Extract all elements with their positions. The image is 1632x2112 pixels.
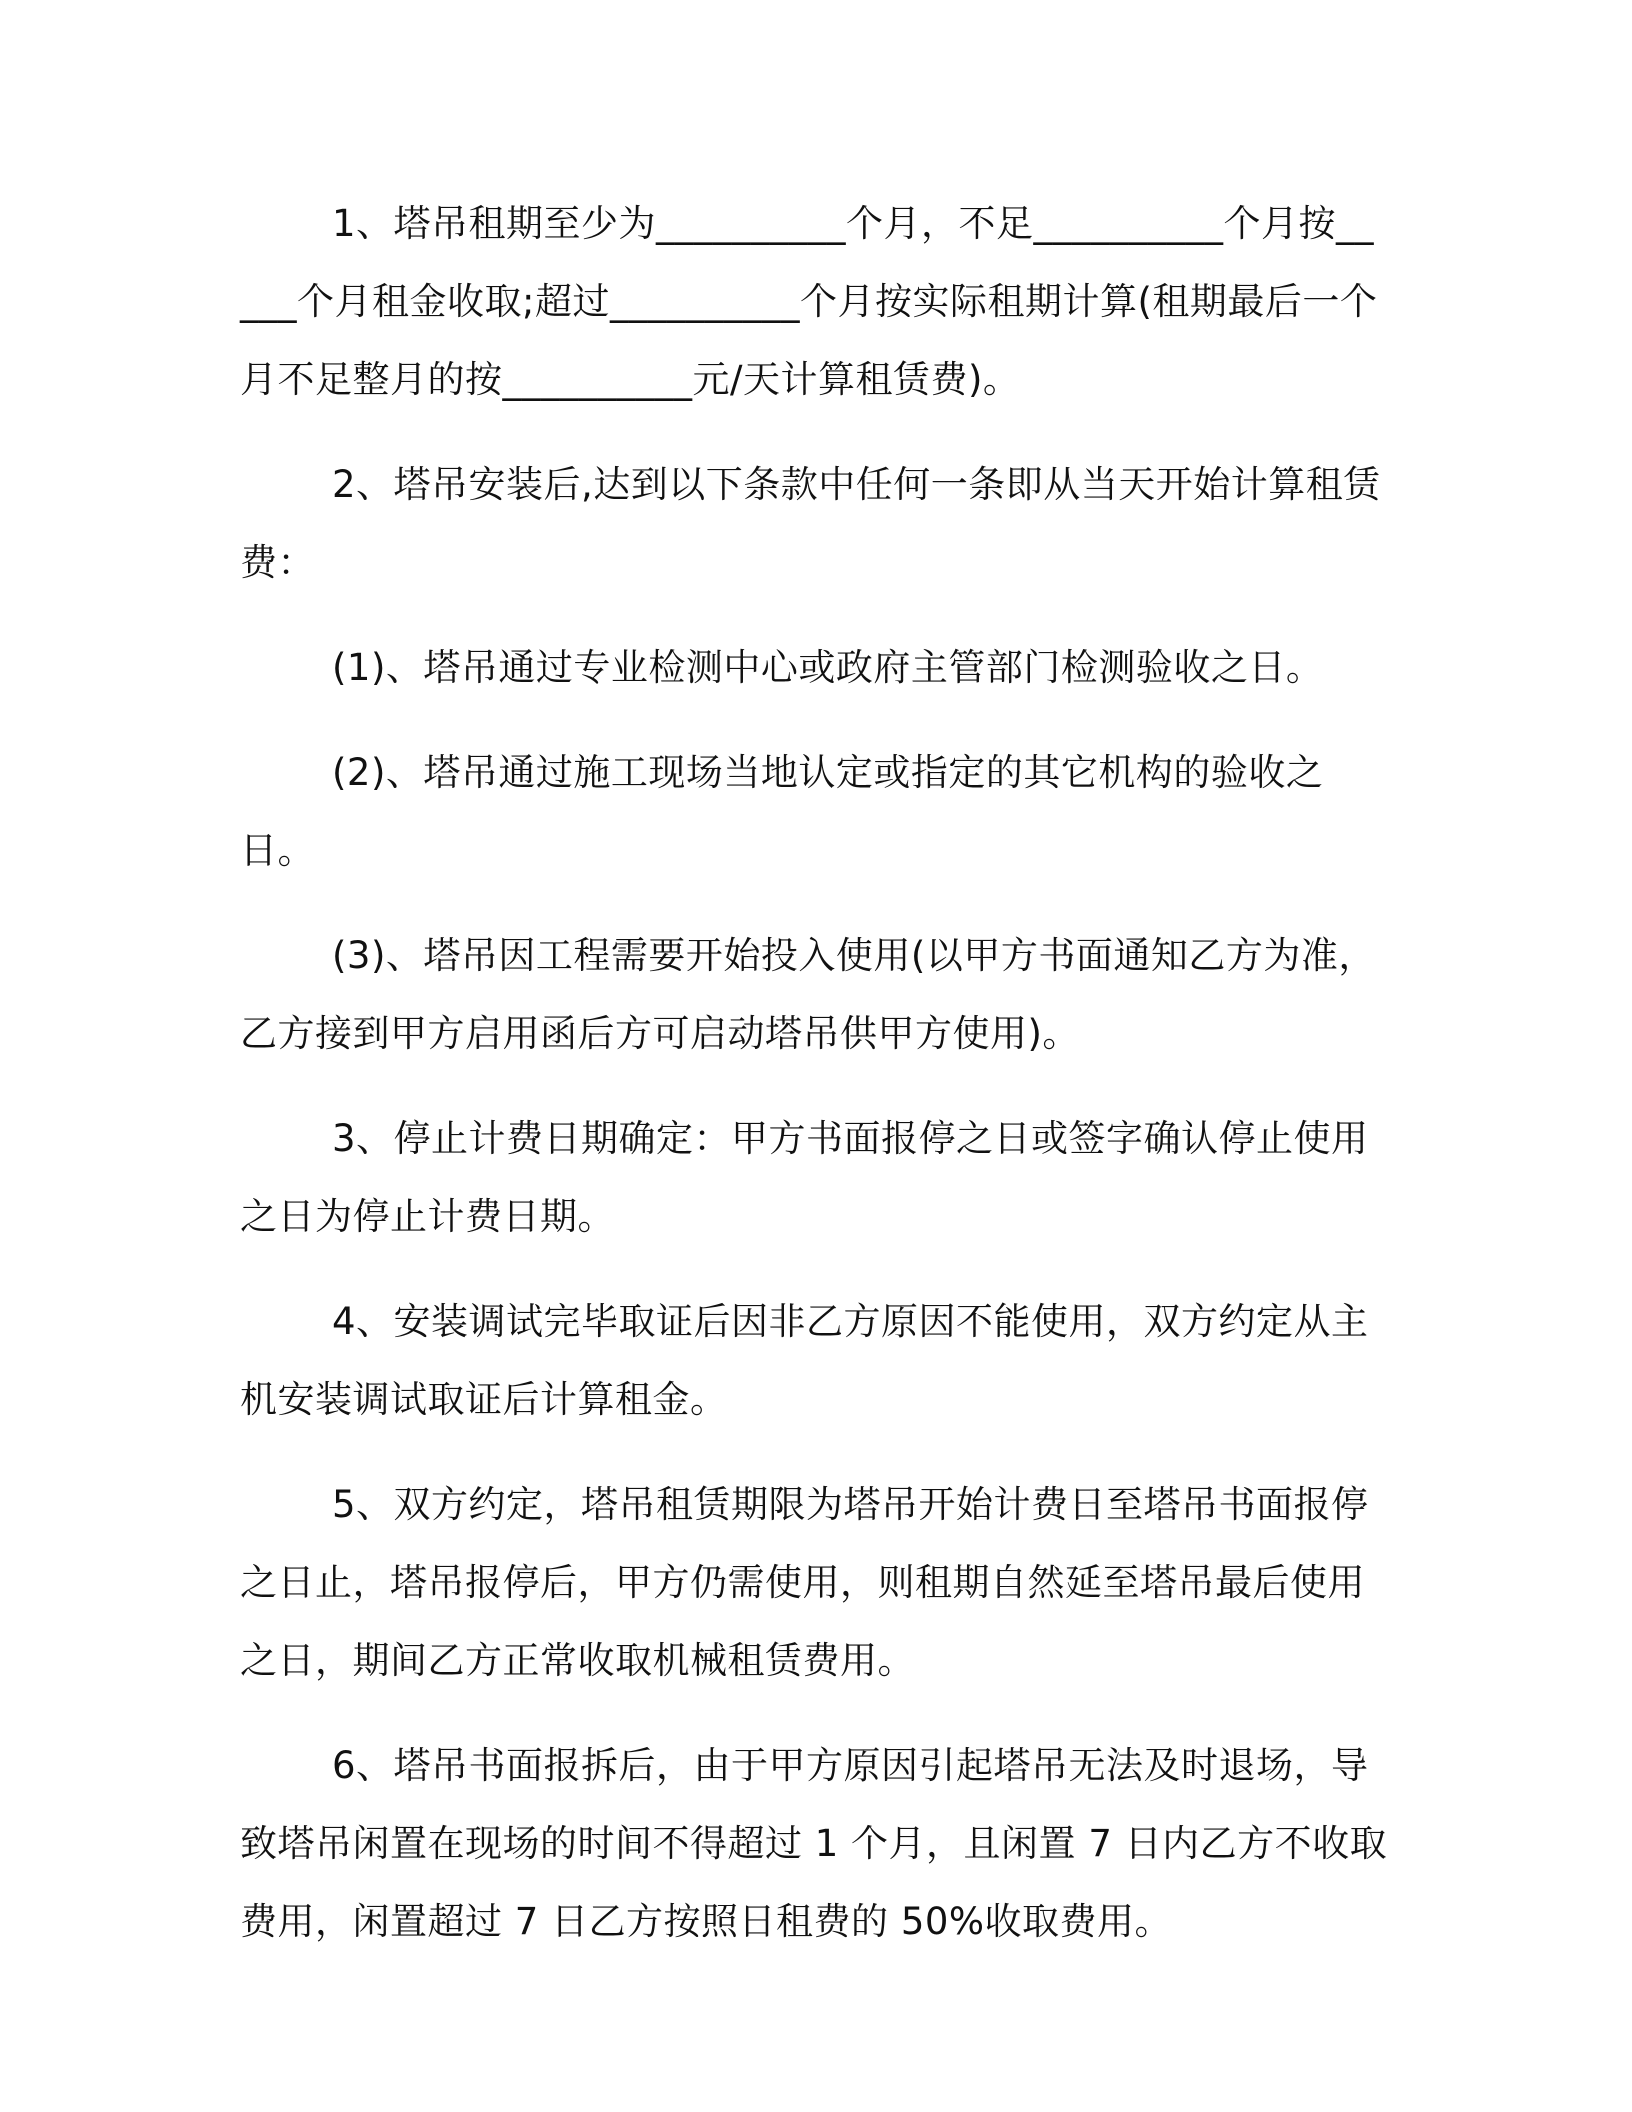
clause-2-item-2: (2)、塔吊通过施工现场当地认定或指定的其它机构的验收之日。 (240, 751, 1324, 872)
clause-2-item-1: (1)、塔吊通过专业检测中心或政府主管部门检测验收之日。 (332, 646, 1324, 689)
clause-1: 1、塔吊租期至少为__________个月，不足__________个月按_____个月租金收取;超过__________个月按实际租期计算(租期最后一个月不足整月的按__________元/天计算租赁费)。 (240, 202, 1378, 401)
clause-2-item-3: (3)、塔吊因工程需要开始投入使用(以甲方书面通知乙方为准，乙方接到甲方启用函后方可启动塔吊供甲方使用)。 (240, 934, 1376, 1055)
document-body (240, 185, 1392, 1988)
clause-4: 4、安装调试完毕取证后因非乙方原因不能使用，双方约定从主机安装调试取证后计算租金。 (240, 1300, 1369, 1421)
clause-5: 5、双方约定，塔吊租赁期限为塔吊开始计费日至塔吊书面报停之日止，塔吊报停后，甲方仍需使用，则租期自然延至塔吊最后使用之日，期间乙方正常收取机械租赁费用。 (240, 1483, 1369, 1682)
clause-6: 6、塔吊书面报拆后，由于甲方原因引起塔吊无法及时退场，导致塔吊闲置在现场的时间不得超过 1 个月，且闲置 7 日内乙方不收取费用，闲置超过 7 日乙方按照日租费的 50%收取费用。 (240, 1744, 1388, 1943)
clause-3: 3、停止计费日期确定：甲方书面报停之日或签字确认停止使用之日为停止计费日期。 (240, 1117, 1369, 1238)
clause-2: 2、塔吊安装后,达到以下条款中任何一条即从当天开始计算租赁费： (240, 463, 1381, 584)
